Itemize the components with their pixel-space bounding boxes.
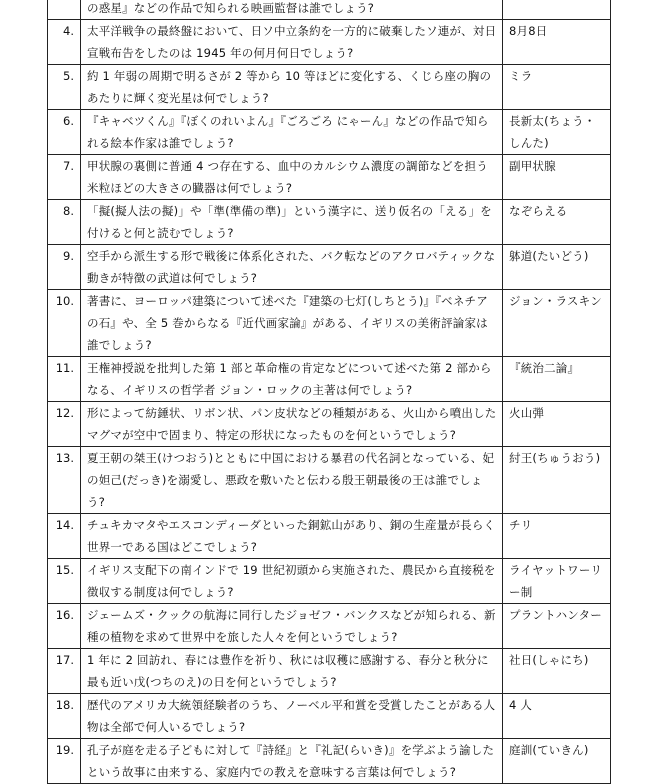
table-row: [48, 65, 611, 110]
table-row: [48, 245, 611, 290]
question-number: 11.: [48, 357, 81, 402]
question-text: の惑星』などの作品で知られる映画監督は誰でしょう?: [81, 0, 503, 20]
question-text: 「擬(擬人法の擬)」や「準(準備の準)」という漢字に、送り仮名の「える」を付けると何と読むでしょう?: [81, 200, 503, 245]
answer-text: 長新太(ちょう・しんた): [503, 110, 611, 155]
question-text: 王権神授説を批判した第 1 部と革命権の肯定などについて述べた第 2 部からなる、イギリスの哲学者 ジョン・ロックの主著は何でしょう?: [81, 357, 503, 402]
question-text: 甲状腺の裏側に普通 4 つ存在する、血中のカルシウム濃度の調節などを担う米粒ほどの大きさの臓器は何でしょう?: [81, 155, 503, 200]
table-row: [48, 402, 611, 447]
table-row: [48, 559, 611, 604]
table-row: [48, 694, 611, 739]
answer-text: チリ: [503, 514, 611, 559]
table-row: [48, 0, 611, 20]
question-text: 著書に、ヨーロッパ建築について述べた『建築の七灯(しちとう)』『ベネチアの石』や、全 5 巻からなる『近代画家論』がある、イギリスの美術評論家は誰でしょう?: [81, 290, 503, 357]
question-number: 8.: [48, 200, 81, 245]
answer-text: [503, 0, 611, 20]
answer-text: なぞらえる: [503, 200, 611, 245]
question-number: 15.: [48, 559, 81, 604]
question-number: 10.: [48, 290, 81, 357]
question-number: 19.: [48, 739, 81, 784]
question-number: 6.: [48, 110, 81, 155]
question-text: 約 1 年弱の周期で明るさが 2 等から 10 等ほどに変化する、くじら座の胸のあたりに輝く変光星は何でしょう?: [81, 65, 503, 110]
table-row: [48, 447, 611, 514]
answer-text: 4 人: [503, 694, 611, 739]
question-number: 12.: [48, 402, 81, 447]
question-text: チュキカマタやエスコンディーダといった銅鉱山があり、銅の生産量が長らく世界一である国はどこでしょう?: [81, 514, 503, 559]
table-row: [48, 357, 611, 402]
table-row: [48, 110, 611, 155]
question-text: 夏王朝の桀王(けつおう)とともに中国における暴君の代名詞となっている、妃の妲己(だっき)を溺愛し、悪政を敷いたと伝わる殷王朝最後の王は誰でしょう?: [81, 447, 503, 514]
question-number: 9.: [48, 245, 81, 290]
table-row: [48, 514, 611, 559]
question-text: 歴代のアメリカ大統領経験者のうち、ノーベル平和賞を受賞したことがある人物は全部で何人いるでしょう?: [81, 694, 503, 739]
answer-text: 社日(しゃにち): [503, 649, 611, 694]
question-number: 4.: [48, 20, 81, 65]
table-row: [48, 200, 611, 245]
question-number: 16.: [48, 604, 81, 649]
question-text: 『キャベツくん』『ぼくのれいよん』『ごろごろ にゃーん』などの作品で知られる絵本作家は誰でしょう?: [81, 110, 503, 155]
question-text: 太平洋戦争の最終盤において、日ソ中立条約を一方的に破棄したソ連が、対日宣戦布告をしたのは 1945 年の何月何日でしょう?: [81, 20, 503, 65]
question-text: イギリス支配下の南インドで 19 世紀初頭から実施された、農民から直接税を徴収する制度は何でしょう?: [81, 559, 503, 604]
table-row: [48, 739, 611, 784]
answer-text: ミラ: [503, 65, 611, 110]
answer-text: 『統治二論』: [503, 357, 611, 402]
question-text: ジェームズ・クックの航海に同行したジョゼフ・バンクスなどが知られる、新種の植物を求めて世界中を旅した人々を何というでしょう?: [81, 604, 503, 649]
question-number: 7.: [48, 155, 81, 200]
table-row: [48, 649, 611, 694]
table-row: [48, 155, 611, 200]
question-text: 形によって紡錘状、リボン状、パン皮状などの種類がある、火山から噴出したマグマが空中で固まり、特定の形状になったものを何というでしょう?: [81, 402, 503, 447]
question-number: [48, 0, 81, 20]
answer-text: 火山弾: [503, 402, 611, 447]
answer-text: 副甲状腺: [503, 155, 611, 200]
question-text: 孔子が庭を走る子どもに対して『詩経』と『礼記(らいき)』を学ぶよう諭したという故事に由来する、家庭内での教えを意味する言葉は何でしょう?: [81, 739, 503, 784]
question-number: 17.: [48, 649, 81, 694]
question-text: 空手から派生する形で戦後に体系化された、バク転などのアクロバティックな動きが特徴の武道は何でしょう?: [81, 245, 503, 290]
question-number: 18.: [48, 694, 81, 739]
answer-text: 庭訓(ていきん): [503, 739, 611, 784]
answer-text: 紂王(ちゅうおう): [503, 447, 611, 514]
answer-text: 躰道(たいどう): [503, 245, 611, 290]
answer-text: 8月8日: [503, 20, 611, 65]
answer-text: ライヤットワーリー制: [503, 559, 611, 604]
quiz-table: [47, 0, 611, 784]
question-number: 13.: [48, 447, 81, 514]
answer-text: プラントハンター: [503, 604, 611, 649]
question-text: 1 年に 2 回訪れ、春には豊作を祈り、秋には収穫に感謝する、春分と秋分に最も近い戊(つちのえ)の日を何というでしょう?: [81, 649, 503, 694]
answer-text: ジョン・ラスキン: [503, 290, 611, 357]
table-row: [48, 604, 611, 649]
question-number: 5.: [48, 65, 81, 110]
table-row: [48, 20, 611, 65]
question-number: 14.: [48, 514, 81, 559]
table-row: [48, 290, 611, 357]
